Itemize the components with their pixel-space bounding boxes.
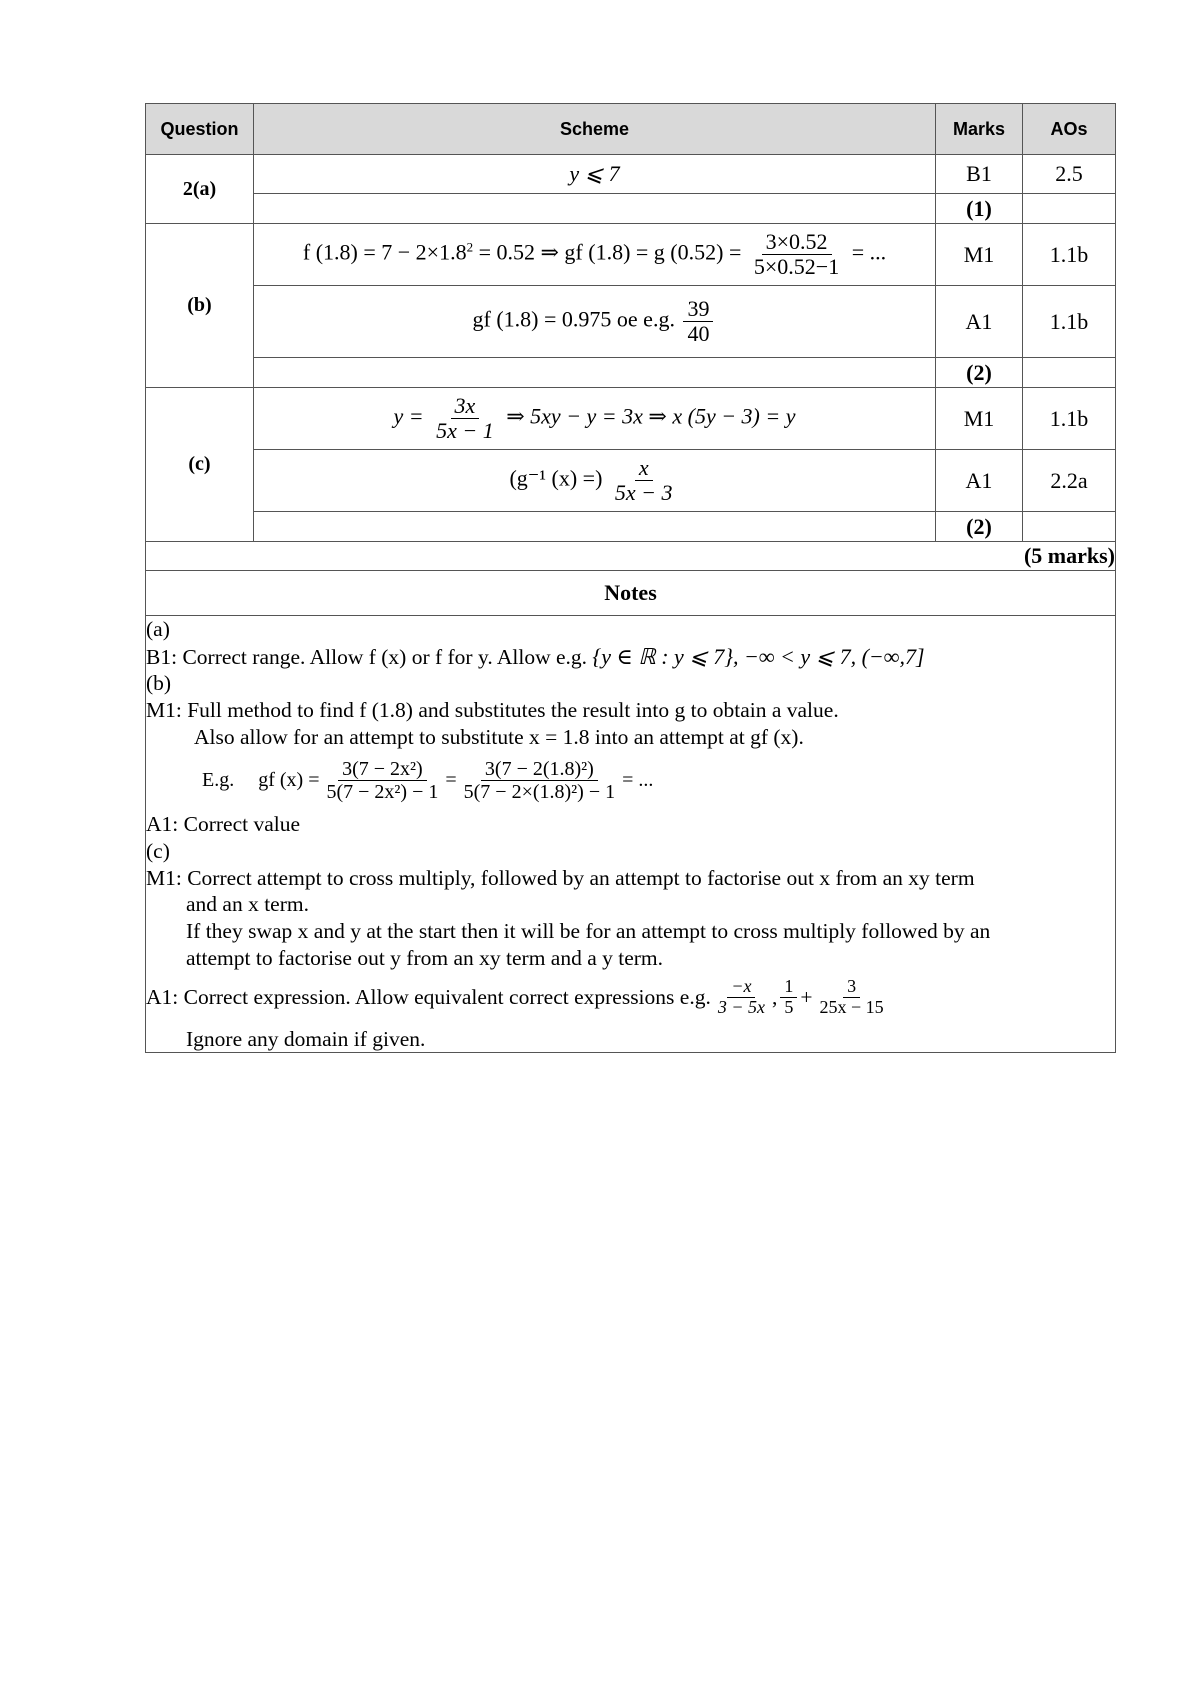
part-c-l1-den: 5x − 1: [436, 418, 494, 443]
notes-row: [146, 616, 1116, 1053]
part-b-scheme-line-1: [254, 224, 936, 286]
notes-b-label: (b): [146, 671, 172, 696]
part-c-l1-num: 3x: [451, 394, 480, 419]
part-b-scheme-line-2: [254, 286, 936, 358]
part-c-row-1: [146, 388, 1116, 450]
notes-c-a1-text: A1: Correct expression. Allow equivalent correct expressions e.g.: [146, 985, 711, 1010]
notes-a-b1-math: {y ∈ ℝ : y ⩽ 7}, −∞ < y ⩽ 7, (−∞,7]: [592, 643, 925, 669]
notes-b-eg-den-2: 5(7 − 2×(1.8)²) − 1: [463, 781, 616, 804]
notes-c-a1-den-1: 3 − 5x: [717, 997, 765, 1018]
part-b-l1-mid: = 0.52 ⇒ gf (1.8) = g (0.52) =: [473, 239, 742, 265]
part-b-row-1: [146, 224, 1116, 286]
notes-c-m1-cont: and an x term.: [186, 892, 309, 917]
notes-c-a1: A1: Correct expression. Allow equivalent correct expressions e.g. $\frac{-x}{3 - 5x}$ , $\frac{1}{5}$ + $\frac{3}{25x - 15}$: [146, 977, 1115, 1018]
part-b-l2-fraction: [683, 297, 713, 346]
part-a-subtotal: (1): [936, 194, 1023, 224]
part-c-l2-fraction: [611, 456, 677, 505]
notes-b-a1: A1: Correct value: [146, 812, 301, 837]
part-c-l1-right: ⇒ 5xy − y = 3x ⇒ x (5y − 3) = y: [506, 403, 796, 429]
part-c-subtotal-row: [146, 512, 1116, 542]
notes-c-ignore: Ignore any domain if given.: [186, 1026, 426, 1051]
notes-c-a1-fraction-1: [714, 977, 769, 1018]
part-b-l2-num: 39: [683, 297, 713, 322]
part-b-ao-1: 1.1b: [1023, 224, 1116, 286]
notes-b-m1: M1: Full method to find f (1.8) and substitutes the result into g to obtain a value.: [146, 697, 839, 722]
part-c-l2-den: 5x − 3: [614, 480, 673, 505]
part-a-scheme: y ⩽ 7: [254, 155, 936, 194]
notes-c-a1-den-3: 25x − 15: [819, 997, 884, 1018]
part-b-mark-2: A1: [936, 286, 1023, 358]
part-b-label: (b): [146, 224, 254, 388]
notes-b-eg-label: E.g.: [202, 769, 235, 792]
part-b-l1-fraction: [750, 230, 843, 279]
part-b-mark-1: M1: [936, 224, 1023, 286]
notes-title: Notes: [146, 571, 1116, 616]
part-c-mark-1: M1: [936, 388, 1023, 450]
notes-body: [146, 616, 1116, 1053]
notes-b-example: E.g. gf (x) = $\frac{\text{3(7 − 2x²)}}{\text{5(7 − 2x²) − 1}}$ = $\frac{\text{3(7 − 2(1.8)²)}}{\text{5(7 − 2×(1.8)²) − 1}}$ = ...: [202, 758, 654, 804]
header-row: [146, 104, 1116, 155]
notes-c-m1: M1: Correct attempt to cross multiply, followed by an attempt to factorise out x from an xy term: [146, 865, 975, 890]
notes-b-eg-num-1: 3(7 − 2x²): [338, 758, 427, 781]
part-c-l1-fraction: [432, 394, 498, 443]
notes-b-eg-fraction-1: [322, 758, 442, 803]
part-b-ao-2: 1.1b: [1023, 286, 1116, 358]
header-aos: AOs: [1023, 104, 1116, 155]
part-a-mark: B1: [936, 155, 1023, 194]
part-b-l2-left: gf (1.8) = 0.975 oe e.g.: [472, 306, 675, 332]
notes-c-m1-swap: If they swap x and y at the start then it will be for an attempt to cross multiply followed by an: [186, 918, 991, 943]
part-a-subtotal-row: [146, 194, 1116, 224]
notes-c-a1-num-2: 1: [780, 977, 797, 998]
part-b-l2-den: 40: [687, 321, 710, 346]
notes-a-b1: [146, 643, 1115, 671]
header-question: Question: [146, 104, 254, 155]
notes-c-a1-num-3: 3: [843, 977, 860, 998]
notes-b-eg-left: gf (x) =: [258, 769, 320, 792]
part-a-ao: 2.5: [1023, 155, 1116, 194]
part-b-l1-sup: 2: [466, 239, 474, 255]
notes-c-a1-den-2: 5: [784, 997, 794, 1018]
part-b-l1-end: = ...: [851, 239, 887, 265]
part-c-label: (c): [146, 388, 254, 542]
header-scheme: Scheme: [254, 104, 936, 155]
part-c-mark-2: A1: [936, 450, 1023, 512]
notes-a-label: (a): [146, 617, 170, 641]
part-c-l2-num: x: [635, 456, 653, 481]
part-c-l1-left: y =: [393, 403, 424, 429]
mark-scheme-sheet: [145, 103, 1115, 1053]
header-marks: Marks: [936, 104, 1023, 155]
part-b-subtotal-row: [146, 358, 1116, 388]
notes-b-eg-den-1: 5(7 − 2x²) − 1: [326, 781, 439, 804]
part-b-l1-den: 5×0.52−1: [753, 254, 840, 279]
part-c-ao-2: 2.2a: [1023, 450, 1116, 512]
part-c-l2-left: (g⁻¹ (x) =): [509, 465, 603, 491]
part-b-l1-left: f (1.8) = 7 − 2×1.8: [302, 239, 467, 265]
notes-c-a1-fraction-2: [780, 977, 797, 1018]
part-c-scheme-line-2: [254, 450, 936, 512]
total-marks: (5 marks): [146, 542, 1116, 571]
part-c-scheme-line-1: [254, 388, 936, 450]
notes-b-eg-num-2: 3(7 − 2(1.8)²): [481, 758, 598, 781]
part-a-label: 2(a): [146, 155, 254, 224]
part-b-subtotal: (2): [936, 358, 1023, 388]
notes-title-row: [146, 571, 1116, 616]
notes-c-a1-num-1: −x: [727, 977, 755, 998]
part-c-subtotal: (2): [936, 512, 1023, 542]
notes-b-eg-fraction-2: [460, 758, 619, 803]
notes-b-eg-end: = ...: [622, 769, 654, 792]
part-a-row: [146, 155, 1116, 194]
mark-scheme-table: [145, 103, 1116, 1053]
notes-b-m1-cont: Also allow for an attempt to substitute x = 1.8 into an attempt at gf (x).: [194, 724, 804, 749]
notes-c-label: (c): [146, 838, 170, 863]
part-b-l1-num: 3×0.52: [762, 230, 832, 255]
notes-a-b1-text: B1: Correct range. Allow f (x) or f for y. Allow e.g.: [146, 644, 588, 669]
part-c-row-2: [146, 450, 1116, 512]
total-row: [146, 542, 1116, 571]
part-c-ao-1: 1.1b: [1023, 388, 1116, 450]
notes-c-a1-fraction-3: [815, 977, 887, 1018]
part-b-row-2: [146, 286, 1116, 358]
notes-c-m1-swap-cont: attempt to factorise out y from an xy term and a y term.: [186, 945, 664, 970]
